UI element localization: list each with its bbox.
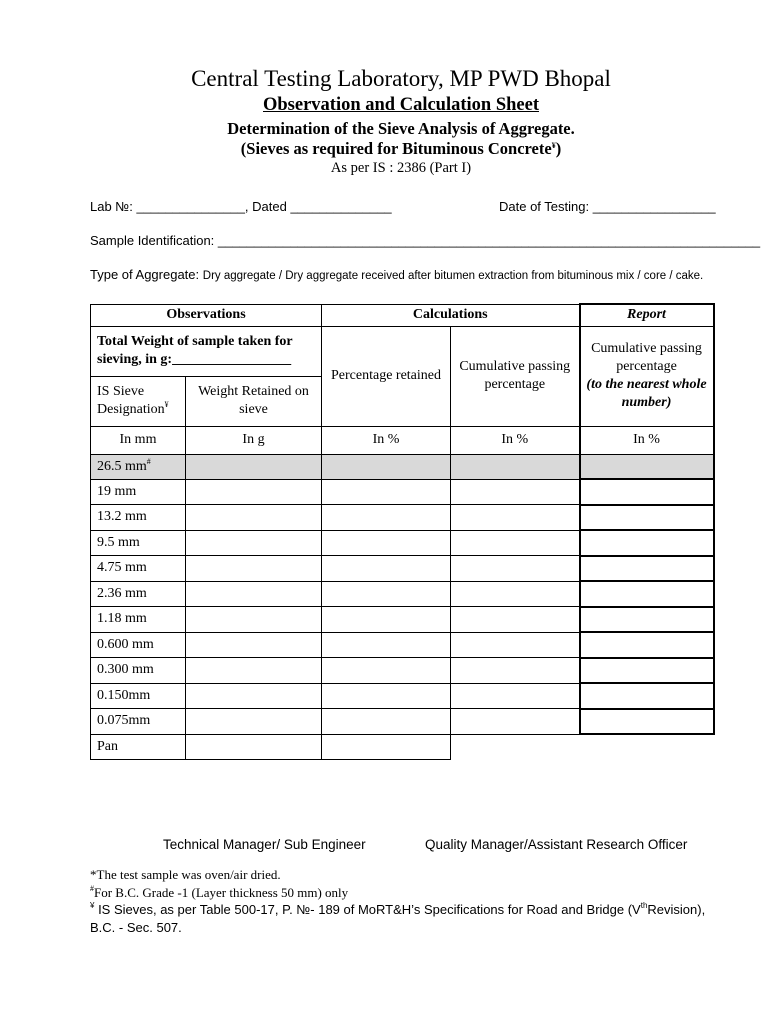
report-cell[interactable] [580,607,714,633]
aggregate-type-label: Type of Aggregate: [90,267,200,282]
footnote-is-sieves [90,901,705,919]
sieve-note-mark: ¥ [551,141,556,150]
weight-retained-cell[interactable] [186,530,322,556]
cumulative-passing-cell[interactable] [451,454,580,479]
percentage-retained-cell[interactable] [322,709,451,735]
unit-percent-retained: In % [322,426,451,454]
report-header: Report [580,304,714,326]
report-cell[interactable] [580,556,714,582]
cumulative-passing-cell[interactable] [451,581,580,607]
report-passing-note: (to the nearest whole number) [586,377,707,410]
aggregate-type-field [90,267,703,282]
sieve-size-mark: # [146,456,151,466]
weight-retained-cell[interactable] [186,632,322,658]
cumulative-passing-cell[interactable] [451,683,580,709]
report-cell[interactable] [580,505,714,531]
report-cell[interactable] [580,530,714,556]
weight-retained-header: Weight Retained on sieve [186,376,322,426]
table-row [91,581,714,607]
calculations-header: Calculations [322,304,580,326]
unit-g: In g [186,426,322,454]
sample-identification-field: Sample Identification: ___________________________________________________________________________ [90,233,761,248]
weight-retained-cell[interactable] [186,556,322,582]
sieve-size: 19 mm [91,479,186,505]
sieve-size: 13.2 mm [91,505,186,531]
weight-retained-cell[interactable] [186,709,322,735]
sieve-size: 0.075mm [91,709,186,735]
quality-manager-signature: Quality Manager/Assistant Research Officer [425,837,688,852]
percentage-retained-cell[interactable] [322,607,451,633]
table-row [91,607,714,633]
table-row [91,734,714,760]
cumulative-passing-header: Cumulative passing percentage [451,326,580,426]
footnote-is-sieves-text: IS Sieves, as per Table 500-17, P. №- 189 of MoRT&H’s Specifications for Road and Bridge (V [94,902,641,917]
sieve-size: Pan [91,734,186,760]
table-row [91,479,714,505]
cumulative-passing-cell[interactable] [451,556,580,582]
sieve-size: 2.36 mm [91,581,186,607]
weight-retained-cell[interactable] [186,581,322,607]
unit-percent-cumulative: In % [451,426,580,454]
report-cell[interactable] [580,479,714,505]
percentage-retained-cell[interactable] [322,479,451,505]
report-passing-header [580,326,714,426]
percentage-retained-cell[interactable] [322,556,451,582]
table-row [91,632,714,658]
percentage-retained-cell[interactable] [322,581,451,607]
unit-mm: In mm [91,426,186,454]
empty-cell [580,734,714,760]
footnote-grade [90,884,705,902]
lab-name: Central Testing Laboratory, MP PWD Bhopal [191,66,611,91]
weight-retained-cell[interactable] [186,607,322,633]
footnote-revision-text: Revision), [647,902,706,917]
percentage-retained-cell[interactable] [322,505,451,531]
unit-percent-report: In % [580,426,714,454]
observations-header: Observations [91,304,322,326]
total-weight-label: Total Weight of sample taken for sieving, in g:_________________ [91,326,322,376]
cumulative-passing-cell[interactable] [451,479,580,505]
footnote-grade-mark: # [90,883,94,893]
is-sieve-label: IS Sieve Designation [97,384,165,417]
footnotes [90,866,705,936]
sieve-note-close: ) [555,139,562,158]
footnote-section [90,919,705,937]
percentage-retained-cell[interactable] [322,632,451,658]
sieve-size: 0.300 mm [91,658,186,684]
weight-retained-cell[interactable] [186,683,322,709]
sieve-note [0,139,768,159]
cumulative-passing-cell[interactable] [451,505,580,531]
report-cell[interactable] [580,581,714,607]
aggregate-type-options: Dry aggregate / Dry aggregate received after bitumen extraction from bituminous mix / core / cake. [202,270,704,282]
footnote-revision-sup: th [640,901,648,910]
empty-cell [451,734,580,760]
sieve-analysis-table [90,303,715,760]
report-passing-label: Cumulative passing percentage [591,341,702,374]
report-cell[interactable] [580,658,714,684]
sieve-note-text: (Sieves as required for Bituminous Concrete [240,139,552,158]
percentage-retained-cell[interactable] [322,454,451,479]
sieve-size: 4.75 mm [91,556,186,582]
standard-reference: As per IS : 2386 (Part I) [330,160,472,176]
table-row [91,556,714,582]
report-cell[interactable] [580,454,714,479]
percentage-retained-cell[interactable] [322,530,451,556]
table-row [91,658,714,684]
table-row [91,505,714,531]
sieve-size: 0.150mm [91,683,186,709]
cumulative-passing-cell[interactable] [451,658,580,684]
weight-retained-cell[interactable] [186,479,322,505]
weight-retained-cell[interactable] [186,454,322,479]
report-cell[interactable] [580,709,714,735]
footnote-is-sieves-mark: ¥ [90,901,95,910]
weight-retained-cell[interactable] [186,658,322,684]
date-of-testing-field: Date of Testing: _________________ [499,199,716,214]
cumulative-passing-cell[interactable] [451,607,580,633]
table-row [91,454,714,479]
percentage-retained-cell[interactable] [322,683,451,709]
weight-retained-cell[interactable] [186,505,322,531]
sheet-title: Observation and Calculation Sheet [263,95,539,115]
table-row [91,530,714,556]
table-row [91,709,714,735]
sieve-size: 0.600 mm [91,632,186,658]
report-cell[interactable] [580,632,714,658]
sieve-size: 9.5 mm [91,530,186,556]
footnote-section-text: B.C. - Sec. 507. [90,919,182,935]
percentage-retained-cell[interactable] [322,658,451,684]
cumulative-passing-cell[interactable] [451,632,580,658]
report-cell[interactable] [580,683,714,709]
is-sieve-mark: ¥ [164,400,169,409]
sieve-size-cell [91,454,186,479]
lab-number-field: Lab №: _______________, Dated ______________ [90,199,392,214]
weight-retained-cell[interactable] [186,734,322,760]
footnote-oven-dried: *The test sample was oven/air dried. [90,867,281,882]
technical-manager-signature: Technical Manager/ Sub Engineer [163,837,366,852]
cumulative-passing-cell[interactable] [451,709,580,735]
is-sieve-header [91,376,186,426]
sieve-size: 26.5 mm [97,458,147,474]
footnote-grade-text: For B.C. Grade -1 (Layer thickness 50 mm) only [94,884,349,900]
sieve-size: 1.18 mm [91,607,186,633]
table-row [91,683,714,709]
test-name: Determination of the Sieve Analysis of Aggregate. [227,119,575,138]
cumulative-passing-cell[interactable] [451,530,580,556]
percentage-retained-cell[interactable] [322,734,451,760]
percentage-retained-header: Percentage retained [322,326,451,426]
